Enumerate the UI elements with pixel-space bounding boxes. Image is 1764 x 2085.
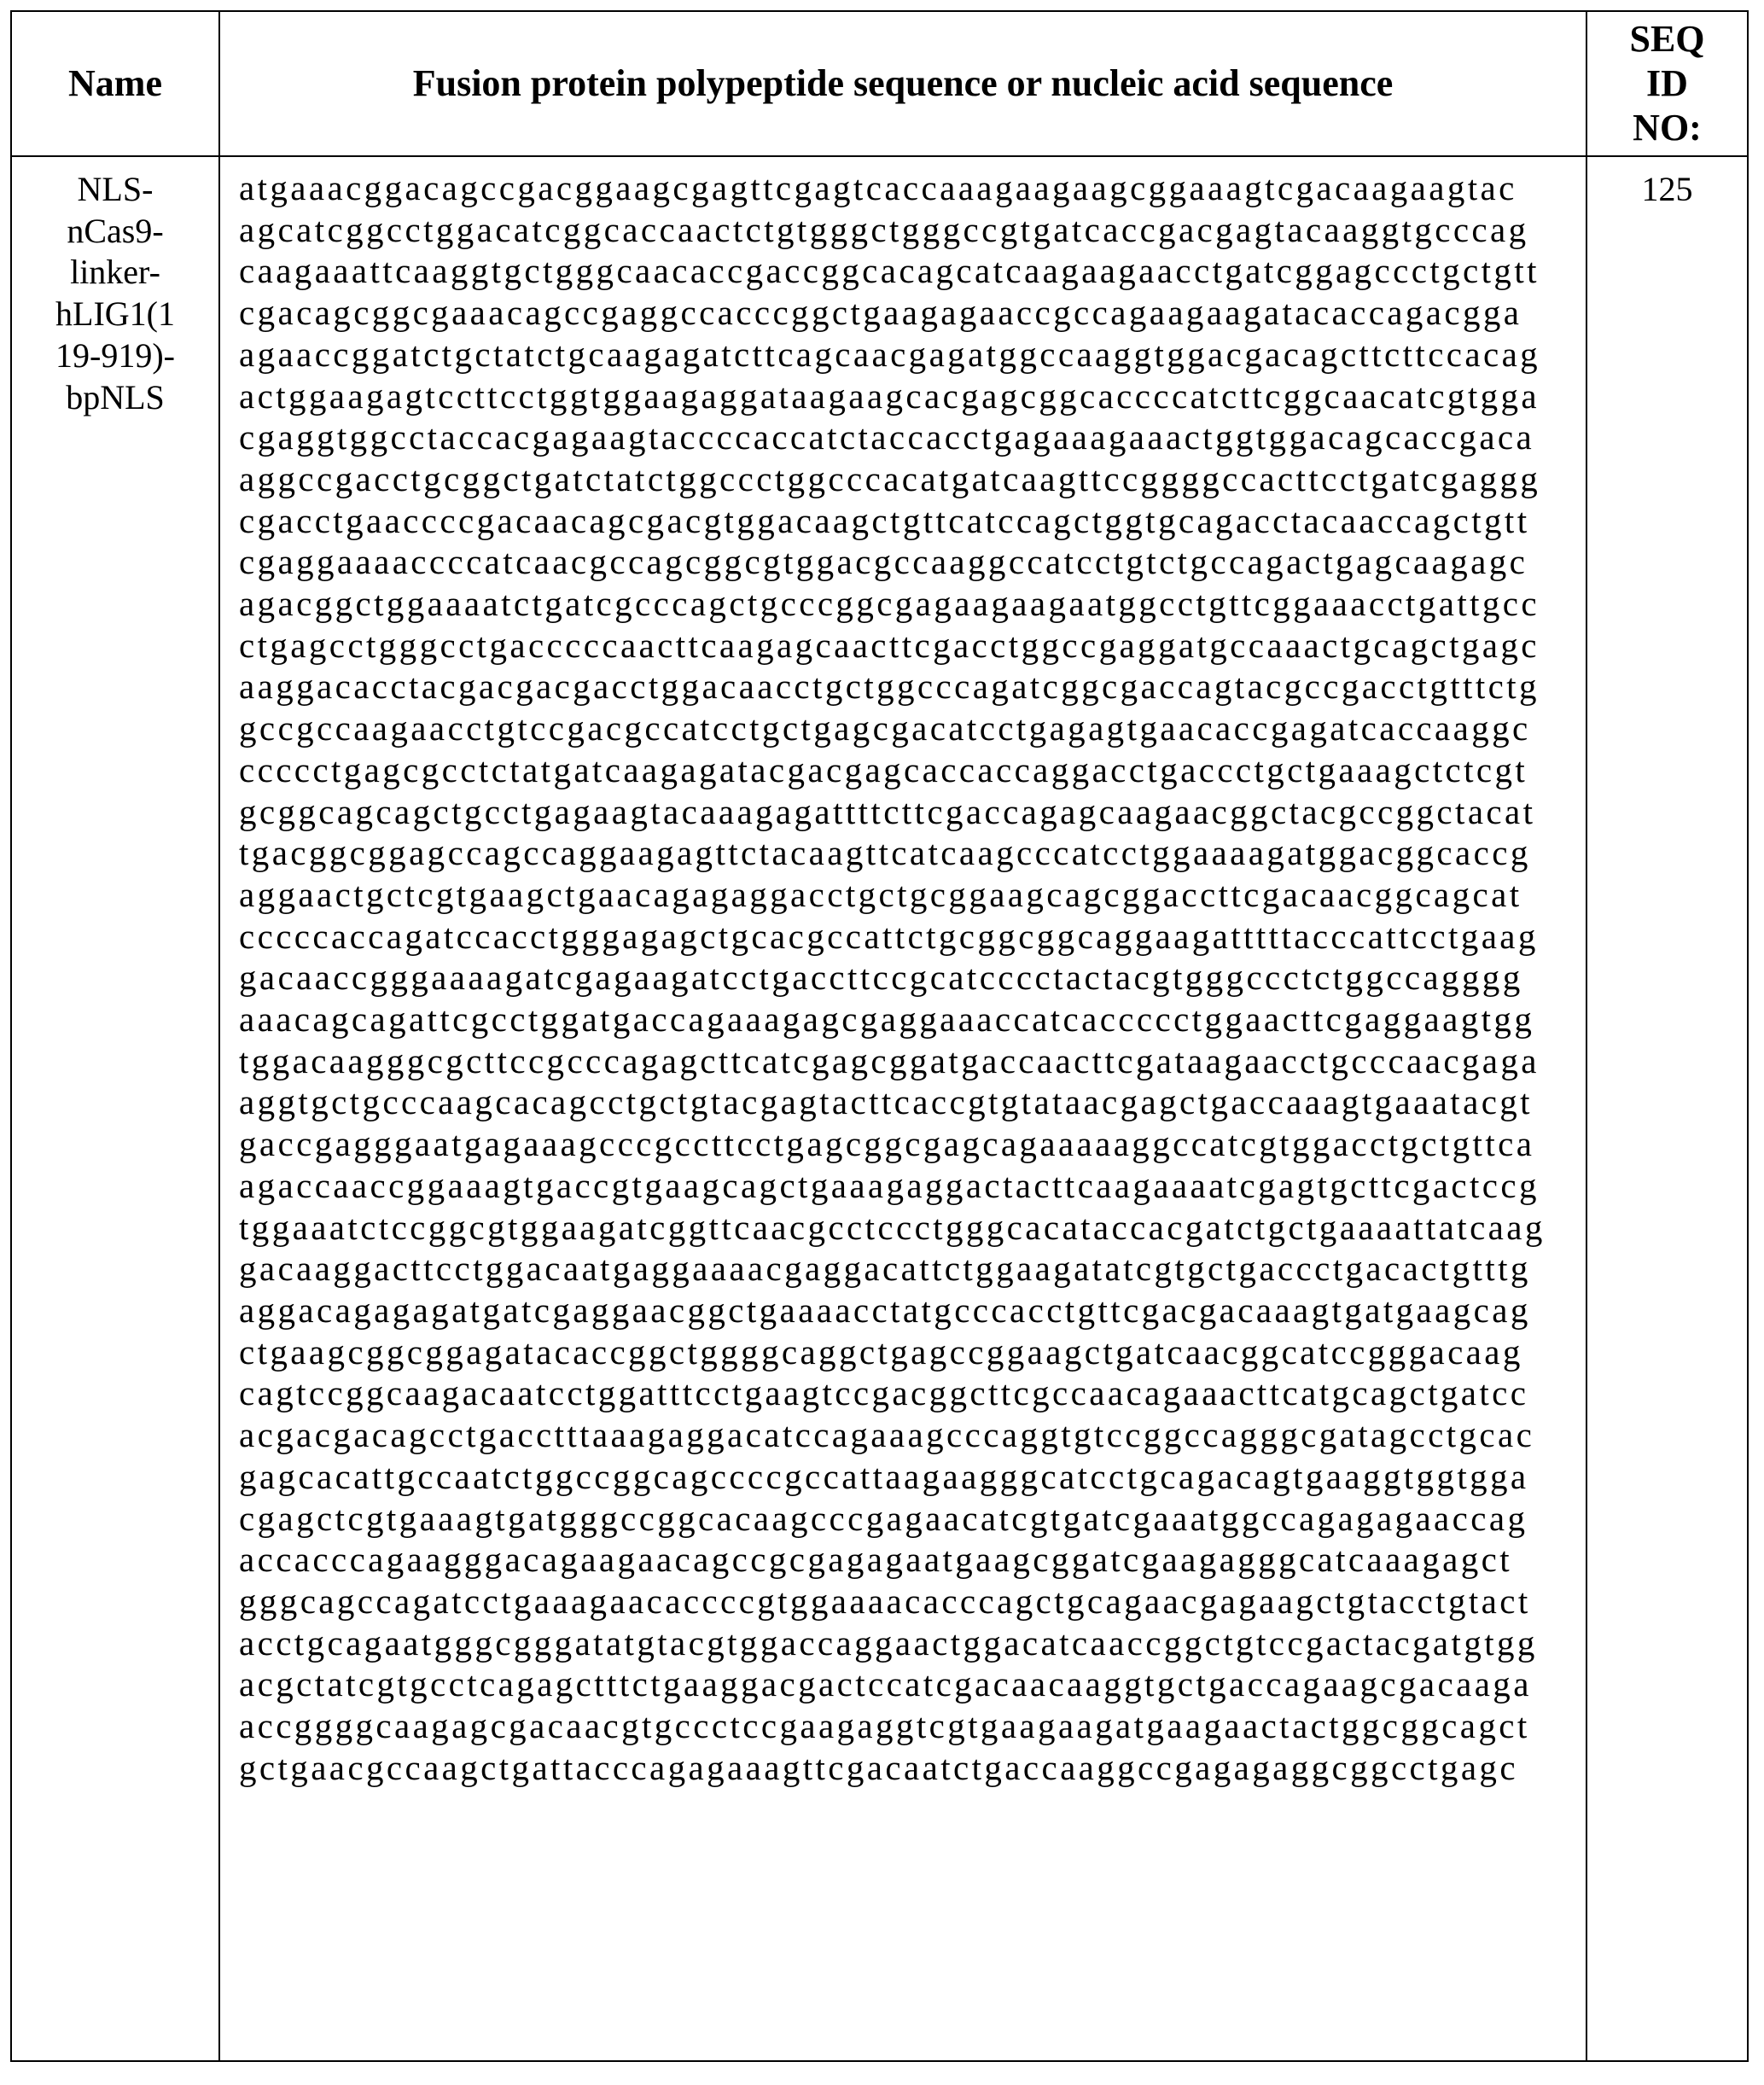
sequence-line: cgacctgaaccccgacaacagcgacgtggacaagctgttcatccagctggtgcagacctacaaccagctgtt	[239, 500, 1586, 542]
sequence-line: acgacgacagcctgacctttaaagaggacatccagaaagcccaggtgtccggccagggcgatagcctgcac	[239, 1414, 1586, 1456]
sequence-line: agcatcggcctggacatcggcaccaactctgtgggctgggccgtgatcaccgacgagtacaaggtgcccag	[239, 209, 1586, 251]
sequence-line: cgaggaaaaccccatcaacgccagcggcgtggacgccaaggccatcctgtctgccagactgagcaagagc	[239, 541, 1586, 583]
sequence-line: gagcacattgccaatctggccggcagccccgccattaagaagggcatcctgcagacagtgaaggtggtgga	[239, 1456, 1586, 1498]
construct-name	[11, 156, 219, 2061]
sequence-line: agacggctggaaaatctgatcgcccagctgcccggcgagaagaagaatggcctgttcggaaacctgattgcc	[239, 583, 1586, 625]
sequence-line: aaggacacctacgacgacgacctggacaacctgctggcccagatcggcgaccagtacgccgacctgtttctg	[239, 666, 1586, 708]
sequence-line: agaaccggatctgctatctgcaagagatcttcagcaacgagatggccaaggtggacgacagcttcttccacag	[239, 334, 1586, 376]
construct-name-line: bpNLS	[12, 377, 218, 419]
sequence-line: accggggcaagagcgacaacgtgccctccgaagaggtcgtgaagaagatgaagaactactggcggcagct	[239, 1705, 1586, 1747]
sequence-line: tggaaatctccggcgtggaagatcggttcaacgcctccctgggcacataccacgatctgctgaaaattatcaag	[239, 1207, 1586, 1249]
sequence-line: atgaaacggacagccgacggaagcgagttcgagtcaccaaagaagaagcggaaagtcgacaagaagtac	[239, 167, 1586, 209]
header-seq-id	[1586, 11, 1748, 156]
sequence-line: acctgcagaatgggcgggatatgtacgtggaccaggaactggacatcaaccggctgtccgactacgatgtgg	[239, 1622, 1586, 1664]
construct-name-line: linker-	[12, 252, 218, 294]
sequence-line: aaacagcagattcgcctggatgaccagaaagagcgaggaaaccatcaccccctggaacttcgaggaagtgg	[239, 999, 1586, 1040]
construct-name-line: hLIG1(1	[12, 294, 218, 335]
sequence-line: accacccagaagggacagaagaacagccgcgagagaatgaagcggatcgaagagggcatcaaagagct	[239, 1539, 1586, 1581]
sequence-line: ctgagcctgggcctgacccccaacttcaagagcaacttcgacctggccgaggatgccaaactgcagctgagc	[239, 625, 1586, 667]
sequence-line: gaccgagggaatgagaaagcccgccttcctgagcggcgagcagaaaaaggccatcgtggacctgctgttca	[239, 1123, 1586, 1165]
construct-name-line: NLS-	[12, 169, 218, 211]
sequence-line: tgacggcggagccagccaggaagagttctacaagttcatcaagcccatcctggaaaagatggacggcaccg	[239, 832, 1586, 874]
header-sequence: Fusion protein polypeptide sequence or nucleic acid sequence	[219, 11, 1586, 156]
sequence-line: cccccaccagatccacctgggagagctgcacgccattctgcggcggcaggaagatttttacccattcctgaag	[239, 916, 1586, 958]
header-seq-id-line: NO:	[1587, 106, 1747, 150]
sequence-line: cgagctcgtgaaagtgatgggccggcacaagcccgagaacatcgtgatcgaaatggccagagagaaccag	[239, 1498, 1586, 1540]
sequence-line: agaccaaccggaaagtgaccgtgaagcagctgaaagaggactacttcaagaaaatcgagtgcttcgactccg	[239, 1165, 1586, 1207]
sequence-line: aggaactgctcgtgaagctgaacagagaggacctgctgcggaagcagcggaccttcgacaacggcagcat	[239, 874, 1586, 916]
nucleic-acid-sequence	[219, 156, 1586, 2061]
seq-id-number: 125	[1586, 156, 1748, 2061]
header-name: Name	[11, 11, 219, 156]
header-row	[11, 11, 1748, 156]
sequence-line: acgctatcgtgcctcagagctttctgaaggacgactccatcgacaacaaggtgctgaccagaagcgacaaga	[239, 1663, 1586, 1705]
sequence-line: gacaaccgggaaaagatcgagaagatcctgaccttccgcatcccctactacgtgggccctctggccagggg	[239, 957, 1586, 999]
sequence-line: ctgaagcggcggagatacaccggctggggcaggctgagccggaagctgatcaacggcatccgggacaag	[239, 1331, 1586, 1373]
sequence-line: cgacagcggcgaaacagccgaggccacccggctgaagagaaccgccagaagaagatacaccagacgga	[239, 292, 1586, 334]
header-seq-id-line: ID	[1587, 61, 1747, 106]
sequence-line: gggcagccagatcctgaaagaacaccccgtggaaaacacccagctgcagaacgagaagctgtacctgtact	[239, 1581, 1586, 1622]
construct-name-line: 19-919)-	[12, 335, 218, 377]
construct-name-line: nCas9-	[12, 211, 218, 253]
sequence-table	[10, 10, 1749, 2062]
sequence-line: cgaggtggcctaccacgagaagtaccccaccatctaccacctgagaaagaaactggtggacagcaccgaca	[239, 416, 1586, 458]
sequence-line: gccgccaagaacctgtccgacgccatcctgctgagcgacatcctgagagtgaacaccgagatcaccaaggc	[239, 708, 1586, 749]
sequence-line: aggccgacctgcggctgatctatctggccctggcccacatgatcaagttccggggccacttcctgatcgaggg	[239, 458, 1586, 500]
sequence-line: aggtgctgcccaagcacagcctgctgtacgagtacttcaccgtgtataacgagctgaccaaagtgaaatacgt	[239, 1081, 1586, 1123]
table-row	[11, 156, 1748, 2061]
sequence-line: tggacaagggcgcttccgcccagagcttcatcgagcggatgaccaacttcgataagaacctgcccaacgaga	[239, 1040, 1586, 1082]
sequence-line: actggaagagtccttcctggtggaagaggataagaagcacgagcggcaccccatcttcggcaacatcgtgga	[239, 376, 1586, 417]
sequence-line: aggacagagagatgatcgaggaacggctgaaaacctatgcccacctgttcgacgacaaagtgatgaagcag	[239, 1290, 1586, 1331]
sequence-line: ccccctgagcgcctctatgatcaagagatacgacgagcaccaccaggacctgaccctgctgaaagctctcgt	[239, 749, 1586, 791]
header-seq-id-line: SEQ	[1587, 17, 1747, 61]
sequence-line: caagaaattcaaggtgctgggcaacaccgaccggcacagcatcaagaagaacctgatcggagccctgctgtt	[239, 250, 1586, 292]
sequence-line: gacaaggacttcctggacaatgaggaaaacgaggacattctggaagatatcgtgctgaccctgacactgtttg	[239, 1248, 1586, 1290]
sequence-line: gctgaacgccaagctgattacccagagaaagttcgacaatctgaccaaggccgagagaggcggcctgagc	[239, 1747, 1586, 1789]
sequence-line: cagtccggcaagacaatcctggatttcctgaagtccgacggcttcgccaacagaaacttcatgcagctgatcc	[239, 1372, 1586, 1414]
sequence-line: gcggcagcagctgcctgagaagtacaaagagattttcttcgaccagagcaagaacggctacgccggctacat	[239, 791, 1586, 833]
